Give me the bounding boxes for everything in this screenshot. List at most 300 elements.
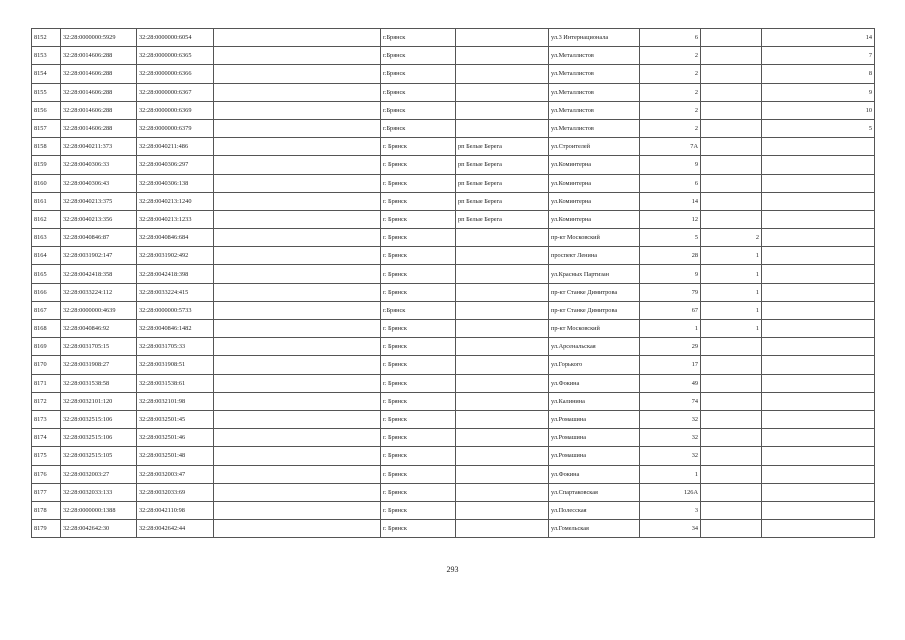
table-cell: 32:28:0032033:133 (61, 483, 137, 501)
table-cell: 8178 (32, 501, 61, 519)
table-cell (762, 301, 875, 319)
table-cell (456, 501, 549, 519)
table-cell: г.Брянск (381, 29, 456, 47)
table-cell: 32:28:0040846:1482 (137, 320, 214, 338)
table-cell (214, 465, 381, 483)
table-cell: ул.Горького (549, 356, 640, 374)
table-row (32, 174, 875, 192)
table-cell: ул.Коминтерна (549, 156, 640, 174)
table-cell (701, 138, 762, 156)
table-cell: ул.Коминтерна (549, 192, 640, 210)
table-cell (214, 119, 381, 137)
table-cell (762, 356, 875, 374)
table-cell: г. Брянск (381, 356, 456, 374)
table-cell (456, 29, 549, 47)
table-cell (214, 283, 381, 301)
table-cell: 1 (701, 265, 762, 283)
table-cell (456, 465, 549, 483)
table-row (32, 501, 875, 519)
table-cell: 32:28:0014606:288 (61, 83, 137, 101)
table-cell: г. Брянск (381, 410, 456, 428)
table-cell (701, 465, 762, 483)
table-cell: 32:28:0031705:33 (137, 338, 214, 356)
table-cell: 32:28:0032501:46 (137, 429, 214, 447)
table-cell: 8179 (32, 520, 61, 538)
table-cell (762, 229, 875, 247)
table-cell: 8156 (32, 101, 61, 119)
table-cell: 2 (640, 47, 701, 65)
table-cell: 32:28:0031705:15 (61, 338, 137, 356)
table-cell: 8152 (32, 29, 61, 47)
table-cell: 32:28:0000000:6379 (137, 119, 214, 137)
table-cell (214, 483, 381, 501)
table-cell: 1 (701, 301, 762, 319)
table-cell: проспект Ленина (549, 247, 640, 265)
table-cell (701, 429, 762, 447)
table-cell: 49 (640, 374, 701, 392)
table-cell: 32:28:0040211:373 (61, 138, 137, 156)
table-cell (762, 374, 875, 392)
table-cell: 8153 (32, 47, 61, 65)
table-cell (214, 301, 381, 319)
table-cell (762, 210, 875, 228)
table-cell (762, 447, 875, 465)
table-cell: 32 (640, 410, 701, 428)
table-cell: 8162 (32, 210, 61, 228)
table-cell: 32:28:0032515:106 (61, 429, 137, 447)
table-cell (701, 83, 762, 101)
table-cell: 32:28:0014606:288 (61, 101, 137, 119)
table-row (32, 410, 875, 428)
table-cell: 1 (640, 465, 701, 483)
table-row (32, 447, 875, 465)
table-cell: г. Брянск (381, 501, 456, 519)
table-cell: 32:28:0000000:1388 (61, 501, 137, 519)
table-cell: рп Белые Берега (456, 174, 549, 192)
table-cell (456, 265, 549, 283)
table-cell: 8171 (32, 374, 61, 392)
table-cell (701, 156, 762, 174)
table-row (32, 429, 875, 447)
table-cell (214, 138, 381, 156)
table-cell: рп Белые Берега (456, 138, 549, 156)
table-cell: 6 (640, 174, 701, 192)
table-cell (214, 447, 381, 465)
table-cell: ул.Ромашина (549, 447, 640, 465)
table-cell: 32:28:0031538:61 (137, 374, 214, 392)
table-cell (701, 410, 762, 428)
table-cell: 9 (640, 156, 701, 174)
table-cell: ул.Строителей (549, 138, 640, 156)
table-cell: г.Брянск (381, 101, 456, 119)
table-cell (214, 210, 381, 228)
table-cell: 32:28:0031908:27 (61, 356, 137, 374)
table-cell: г.Брянск (381, 83, 456, 101)
table-row (32, 338, 875, 356)
table-cell: 32:28:0000000:5929 (61, 29, 137, 47)
table-row (32, 247, 875, 265)
table-cell: 8 (762, 65, 875, 83)
table-cell (701, 119, 762, 137)
table-cell (762, 138, 875, 156)
table-row (32, 229, 875, 247)
table-row (32, 283, 875, 301)
table-cell: 32:28:0040213:1233 (137, 210, 214, 228)
table-cell (456, 392, 549, 410)
table-cell: 32:28:0033224:112 (61, 283, 137, 301)
table-cell: рп Белые Берега (456, 156, 549, 174)
table-cell (456, 229, 549, 247)
table-cell (701, 356, 762, 374)
table-cell: г.Брянск (381, 65, 456, 83)
table-row (32, 520, 875, 538)
table-cell: г.Брянск (381, 47, 456, 65)
table-cell: 32:28:0000000:6366 (137, 65, 214, 83)
table-cell: 8157 (32, 119, 61, 137)
table-cell: г. Брянск (381, 229, 456, 247)
table-cell: г. Брянск (381, 392, 456, 410)
registry-table (31, 28, 875, 538)
table-cell: пр-кт Московский (549, 229, 640, 247)
table-cell: ул.Металлистов (549, 47, 640, 65)
table-cell: ул.Калинина (549, 392, 640, 410)
table-cell: 8169 (32, 338, 61, 356)
table-cell: 32:28:0014606:288 (61, 65, 137, 83)
table-cell: г. Брянск (381, 338, 456, 356)
table-row (32, 65, 875, 83)
table-cell: 32:28:0000000:4639 (61, 301, 137, 319)
table-cell: ул.Арсенальская (549, 338, 640, 356)
table-row (32, 83, 875, 101)
table-row (32, 138, 875, 156)
table-cell (214, 247, 381, 265)
table-cell (456, 320, 549, 338)
table-cell (456, 410, 549, 428)
table-cell (214, 429, 381, 447)
table-cell: ул.Металлистов (549, 119, 640, 137)
table-cell: 2 (640, 119, 701, 137)
table-cell: 32:28:0032101:120 (61, 392, 137, 410)
table-cell: 8164 (32, 247, 61, 265)
table-cell: 8170 (32, 356, 61, 374)
table-cell: 1 (701, 283, 762, 301)
table-row (32, 47, 875, 65)
table-cell (456, 47, 549, 65)
table-cell: 1 (701, 247, 762, 265)
table-cell: ул.Фокина (549, 465, 640, 483)
table-cell: 14 (640, 192, 701, 210)
table-cell: ул.Металлистов (549, 101, 640, 119)
table-cell: 8163 (32, 229, 61, 247)
table-cell: 32:28:0042642:30 (61, 520, 137, 538)
table-row (32, 192, 875, 210)
table-cell: ул.Красных Партизан (549, 265, 640, 283)
table-cell: 7А (640, 138, 701, 156)
table-cell: г. Брянск (381, 265, 456, 283)
table-cell: г. Брянск (381, 283, 456, 301)
table-cell: 74 (640, 392, 701, 410)
table-cell: 34 (640, 520, 701, 538)
table-cell: 32:28:0032101:98 (137, 392, 214, 410)
table-cell: 32:28:0040306:138 (137, 174, 214, 192)
table-cell (762, 338, 875, 356)
table-cell: 32:28:0032515:106 (61, 410, 137, 428)
table-cell (214, 29, 381, 47)
table-cell: ул.3 Интернационала (549, 29, 640, 47)
table-cell: 32:28:0000000:5733 (137, 301, 214, 319)
table-cell: 8168 (32, 320, 61, 338)
table-cell: 32:28:0042418:398 (137, 265, 214, 283)
table-cell (701, 520, 762, 538)
table-cell: 28 (640, 247, 701, 265)
table-cell (214, 520, 381, 538)
table-cell: г. Брянск (381, 247, 456, 265)
table-cell: г. Брянск (381, 174, 456, 192)
table-cell: 32:28:0040306:33 (61, 156, 137, 174)
table-cell: 32:28:0014606:288 (61, 119, 137, 137)
table-cell: 32:28:0040306:43 (61, 174, 137, 192)
table-cell (456, 374, 549, 392)
table-cell: 32:28:0042110:98 (137, 501, 214, 519)
table-cell: 32:28:0040213:375 (61, 192, 137, 210)
table-cell (701, 483, 762, 501)
table-cell: 8174 (32, 429, 61, 447)
table-cell (701, 47, 762, 65)
table-cell (456, 247, 549, 265)
table-cell: 2 (701, 229, 762, 247)
table-cell (456, 520, 549, 538)
table-cell (701, 501, 762, 519)
table-cell: ул.Полесская (549, 501, 640, 519)
table-cell (762, 156, 875, 174)
table-cell: 32:28:0032501:45 (137, 410, 214, 428)
table-cell: ул.Спартаковская (549, 483, 640, 501)
table-cell: 32:28:0032003:47 (137, 465, 214, 483)
table-cell: 67 (640, 301, 701, 319)
table-row (32, 392, 875, 410)
table-cell (214, 65, 381, 83)
table-cell (456, 83, 549, 101)
table-cell: 32:28:0000000:6369 (137, 101, 214, 119)
table-cell: 10 (762, 101, 875, 119)
table-cell: г. Брянск (381, 156, 456, 174)
table-cell: 32:28:0000000:6367 (137, 83, 214, 101)
table-cell: 32:28:0000000:6365 (137, 47, 214, 65)
table-cell: 32 (640, 447, 701, 465)
table-cell (701, 29, 762, 47)
table-cell (214, 501, 381, 519)
table-cell: г. Брянск (381, 447, 456, 465)
table-cell: ул.Фокина (549, 374, 640, 392)
table-cell: 9 (762, 83, 875, 101)
table-cell (456, 429, 549, 447)
table-cell: г. Брянск (381, 138, 456, 156)
table-cell (762, 520, 875, 538)
table-cell (214, 356, 381, 374)
table-cell: г.Брянск (381, 119, 456, 137)
table-row (32, 356, 875, 374)
table-cell: 32:28:0032501:48 (137, 447, 214, 465)
table-cell: ул.Коминтерна (549, 174, 640, 192)
table-cell: г. Брянск (381, 374, 456, 392)
table-cell (214, 101, 381, 119)
table-cell (456, 301, 549, 319)
table-row (32, 101, 875, 119)
table-cell: ул.Коминтерна (549, 210, 640, 228)
table-cell: пр-кт Московский (549, 320, 640, 338)
table-cell (762, 192, 875, 210)
table-cell: рп Белые Берега (456, 210, 549, 228)
table-cell: 32:28:0040846:92 (61, 320, 137, 338)
table-cell: 9 (640, 265, 701, 283)
table-cell (214, 374, 381, 392)
table-cell (456, 447, 549, 465)
table-row (32, 156, 875, 174)
table-cell: 32:28:0031902:147 (61, 247, 137, 265)
table-cell (762, 429, 875, 447)
table-cell: 32:28:0032033:69 (137, 483, 214, 501)
table-row (32, 483, 875, 501)
table-cell (701, 338, 762, 356)
table-cell (456, 356, 549, 374)
table-cell: 3 (640, 501, 701, 519)
table-cell (214, 174, 381, 192)
table-row (32, 320, 875, 338)
table-cell (762, 320, 875, 338)
table-cell: 17 (640, 356, 701, 374)
table-cell: 14 (762, 29, 875, 47)
table-cell: 2 (640, 65, 701, 83)
table-cell (701, 210, 762, 228)
table-cell (456, 283, 549, 301)
table-cell (456, 119, 549, 137)
table-cell: 8167 (32, 301, 61, 319)
table-cell (214, 156, 381, 174)
table-cell: 5 (640, 229, 701, 247)
table-cell: 32:28:0033224:415 (137, 283, 214, 301)
table-cell: 32:28:0032003:27 (61, 465, 137, 483)
table-cell: ул.Ромашина (549, 429, 640, 447)
table-cell (701, 192, 762, 210)
table-cell: г. Брянск (381, 520, 456, 538)
table-cell (762, 483, 875, 501)
table-cell: 32:28:0040211:486 (137, 138, 214, 156)
table-cell: 32:28:0042418:358 (61, 265, 137, 283)
table-cell (214, 338, 381, 356)
table-cell: 32:28:0040213:356 (61, 210, 137, 228)
page-number: 293 (446, 565, 459, 574)
table-cell (701, 374, 762, 392)
table-cell: 1 (640, 320, 701, 338)
table-cell: г. Брянск (381, 210, 456, 228)
table-cell: г. Брянск (381, 429, 456, 447)
table-cell: рп Белые Берега (456, 192, 549, 210)
table-cell: 32:28:0040213:1240 (137, 192, 214, 210)
table-cell: 32:28:0040846:87 (61, 229, 137, 247)
table-cell: 32:28:0031908:51 (137, 356, 214, 374)
table-row (32, 265, 875, 283)
table-cell: 8161 (32, 192, 61, 210)
table-cell: 29 (640, 338, 701, 356)
table-cell: 8159 (32, 156, 61, 174)
table-cell: 8160 (32, 174, 61, 192)
table-cell: 32:28:0032515:105 (61, 447, 137, 465)
table-cell: 32:28:0031538:58 (61, 374, 137, 392)
table-cell: г. Брянск (381, 192, 456, 210)
table-cell: 2 (640, 101, 701, 119)
table-cell (762, 501, 875, 519)
table-cell (214, 229, 381, 247)
table-cell: 32:28:0042642:44 (137, 520, 214, 538)
table-cell: 8177 (32, 483, 61, 501)
table-row (32, 301, 875, 319)
table-row (32, 374, 875, 392)
table-cell: 32:28:0000000:6054 (137, 29, 214, 47)
table-cell: ул.Ромашина (549, 410, 640, 428)
table-row (32, 465, 875, 483)
table-cell (456, 65, 549, 83)
table-cell (762, 410, 875, 428)
table-cell: ул.Металлистов (549, 83, 640, 101)
table-cell: 8173 (32, 410, 61, 428)
table-cell (214, 320, 381, 338)
table-cell: 5 (762, 119, 875, 137)
table-cell (214, 47, 381, 65)
table-cell: 32:28:0040306:297 (137, 156, 214, 174)
table-cell (762, 247, 875, 265)
table-cell: 8172 (32, 392, 61, 410)
table-cell (456, 483, 549, 501)
table-cell (701, 392, 762, 410)
table-cell: г. Брянск (381, 320, 456, 338)
table-cell (214, 410, 381, 428)
table-cell: 8176 (32, 465, 61, 483)
table-cell: г.Брянск (381, 301, 456, 319)
table-cell: 32:28:0031902:492 (137, 247, 214, 265)
table-cell (214, 83, 381, 101)
table-cell (762, 283, 875, 301)
table-row (32, 119, 875, 137)
table-cell (456, 101, 549, 119)
table-cell (762, 265, 875, 283)
table-cell: 8166 (32, 283, 61, 301)
table-cell (762, 465, 875, 483)
table-cell: 8175 (32, 447, 61, 465)
table-cell (701, 101, 762, 119)
table-cell: 2 (640, 83, 701, 101)
table-cell (214, 192, 381, 210)
table-cell (701, 65, 762, 83)
table-cell (214, 265, 381, 283)
table-cell: пр-кт Станке Димитрова (549, 283, 640, 301)
table-cell: 6 (640, 29, 701, 47)
table-cell: ул.Металлистов (549, 65, 640, 83)
table-cell: 79 (640, 283, 701, 301)
table-cell: 32:28:0040846:684 (137, 229, 214, 247)
table-cell: пр-кт Станке Димитрова (549, 301, 640, 319)
table-cell: г. Брянск (381, 483, 456, 501)
table-cell: ул.Гомельская (549, 520, 640, 538)
table-cell: 1 (701, 320, 762, 338)
table-cell: 8155 (32, 83, 61, 101)
table-row (32, 29, 875, 47)
registry-table-body (32, 29, 875, 538)
table-cell: 8158 (32, 138, 61, 156)
table-cell: 8165 (32, 265, 61, 283)
table-cell: 126А (640, 483, 701, 501)
table-row (32, 210, 875, 228)
table-cell: 32:28:0014606:288 (61, 47, 137, 65)
